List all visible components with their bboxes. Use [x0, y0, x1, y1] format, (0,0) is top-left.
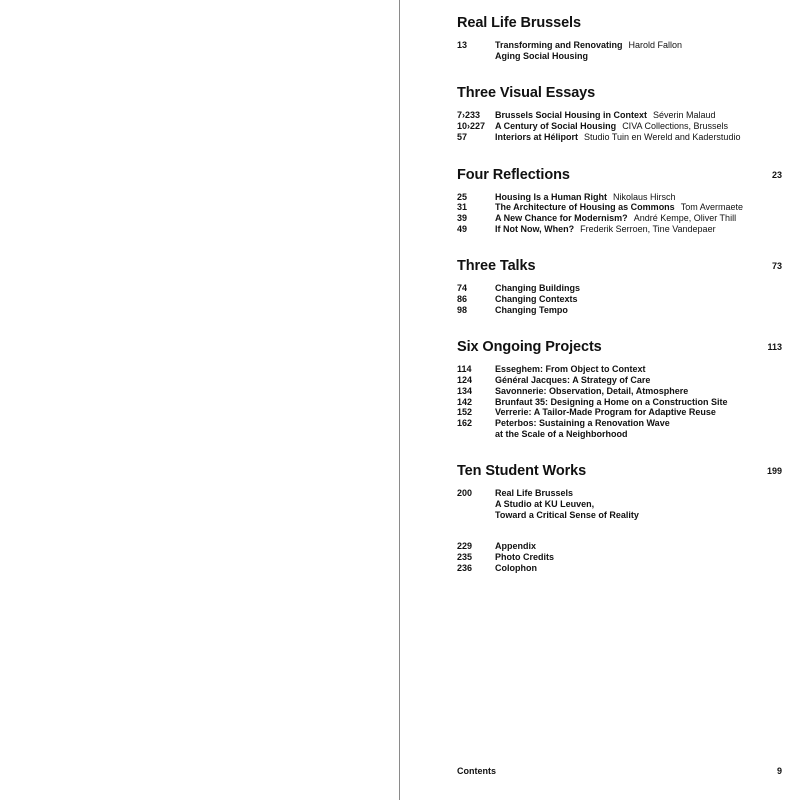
- toc-entry: [457, 305, 782, 316]
- toc-entry: [457, 397, 782, 408]
- toc-entry: [457, 40, 782, 61]
- toc-entry: [457, 110, 782, 121]
- entry-page-number: 134: [457, 385, 473, 396]
- toc-entry: [457, 132, 782, 143]
- entry-author: Frederik Serroen, Tine Vandepaer: [580, 223, 716, 234]
- toc-entry: [457, 224, 782, 235]
- toc-section: [457, 12, 782, 61]
- entry-title-line: Interiors at Héliport: [495, 131, 579, 142]
- toc-entry: [457, 213, 782, 224]
- entry-body: [495, 132, 782, 143]
- toc-entry: [457, 541, 782, 552]
- toc-entry: [457, 488, 782, 520]
- toc-section: [457, 82, 782, 142]
- entry-title-line: Photo Credits: [495, 552, 555, 563]
- toc-entry: [457, 386, 782, 397]
- entry-page-number: 13: [457, 40, 468, 50]
- entry-body: [495, 386, 782, 397]
- toc-appendix-list: [457, 541, 782, 573]
- toc-entry: [457, 294, 782, 305]
- entry-page-number: 162: [457, 417, 473, 428]
- entry-title-line: Brunfaut 35: Designing a Home on a Construction Site: [495, 396, 728, 407]
- entry-page-number: 86: [457, 294, 468, 305]
- left-page-blank: [0, 0, 399, 800]
- entry-body: [495, 202, 782, 213]
- entry-body: [495, 192, 782, 203]
- entry-page-number: 236: [457, 562, 473, 573]
- entry-title-line: Changing Buildings: [495, 283, 580, 294]
- entry-author: Harold Fallon: [628, 40, 683, 50]
- entry-page-number: 235: [457, 552, 473, 563]
- toc-entry: [457, 418, 782, 439]
- table-of-contents: [457, 12, 782, 574]
- entry-body: [495, 418, 782, 439]
- toc-entry: [457, 121, 782, 132]
- entry-body: [495, 563, 782, 574]
- section-title: Three Talks: [457, 258, 536, 275]
- entry-title-line: Transforming and Renovating: [495, 40, 623, 50]
- toc-entry: [457, 552, 782, 563]
- entry-page-number: 142: [457, 396, 473, 407]
- entry-title-line: Changing Tempo: [495, 304, 568, 315]
- entry-title-line: Real Life Brussels: [495, 488, 574, 499]
- entry-page-number: 31: [457, 202, 468, 213]
- entry-author: Nikolaus Hirsch: [613, 191, 676, 202]
- section-title: Three Visual Essays: [457, 85, 596, 102]
- entry-author: Studio Tuin en Wereld and Kaderstudio: [584, 131, 741, 142]
- entry-page-number: 74: [457, 283, 468, 294]
- entry-title-line: Aging Social Housing: [495, 50, 589, 61]
- entry-body: [495, 121, 782, 132]
- entry-page-number: 39: [457, 212, 468, 223]
- entry-title-line: The Architecture of Housing as Commons: [495, 202, 675, 213]
- toc-entry: [457, 407, 782, 418]
- section-title: Six Ongoing Projects: [457, 339, 602, 356]
- entry-title-line: Verrerie: A Tailor-Made Program for Adaptive Reuse: [495, 407, 716, 418]
- entry-author: Tom Avermaete: [680, 202, 744, 213]
- entry-page-number: 10›227: [457, 121, 486, 132]
- entry-title-line: Savonnerie: Observation, Detail, Atmosphere: [495, 385, 689, 396]
- entry-title-line: Colophon: [495, 562, 537, 573]
- toc-entry: [457, 192, 782, 203]
- section-heading: [457, 255, 782, 277]
- section-title: Ten Student Works: [457, 463, 587, 480]
- entry-body: [495, 305, 782, 316]
- section-heading: [457, 164, 782, 186]
- section-page-number: 73: [771, 261, 782, 272]
- entry-page-number: 49: [457, 223, 468, 234]
- page-footer: [457, 765, 782, 777]
- section-heading: [457, 336, 782, 358]
- section-heading: [457, 82, 782, 104]
- toc-entry: [457, 563, 782, 574]
- toc-section: [457, 164, 782, 235]
- entry-body: [495, 364, 782, 375]
- entry-title-line: Toward a Critical Sense of Reality: [495, 509, 639, 520]
- entry-body: [495, 40, 782, 61]
- entry-title-line: Général Jacques: A Strategy of Care: [495, 375, 651, 386]
- entry-title-line: A New Chance for Modernism?: [495, 212, 628, 223]
- section-title: Real Life Brussels: [457, 15, 581, 31]
- entry-title-line: A Century of Social Housing: [495, 121, 617, 132]
- entry-title-line: Housing Is a Human Right: [495, 191, 608, 202]
- entry-title-line: Brussels Social Housing in Context: [495, 110, 648, 121]
- entry-page-number: 7›233: [457, 110, 481, 121]
- toc-entry: [457, 375, 782, 386]
- entry-author: CIVA Collections, Brussels: [622, 121, 729, 132]
- entry-body: [495, 110, 782, 121]
- section-page-number: 113: [767, 342, 782, 353]
- toc-section: [457, 460, 782, 520]
- entry-body: [495, 552, 782, 563]
- entry-author: Séverin Malaud: [653, 110, 716, 121]
- entry-body: [495, 283, 782, 294]
- toc-entry: [457, 364, 782, 375]
- section-page-number: 23: [771, 169, 782, 180]
- entry-title-line: A Studio at KU Leuven,: [495, 499, 595, 510]
- folio-page-number: 9: [776, 766, 782, 776]
- running-footer-label: Contents: [457, 766, 496, 776]
- entry-body: [495, 224, 782, 235]
- section-heading: [457, 460, 782, 482]
- entry-body: [495, 407, 782, 418]
- entry-page-number: 25: [457, 191, 468, 202]
- section-page-number: 199: [766, 466, 782, 477]
- entry-page-number: 57: [457, 131, 468, 142]
- entry-title-line: Esseghem: From Object to Context: [495, 364, 646, 375]
- entry-page-number: 200: [457, 488, 473, 499]
- entry-title-line: at the Scale of a Neighborhood: [495, 428, 628, 439]
- entry-page-number: 152: [457, 407, 473, 418]
- entry-body: [495, 397, 782, 408]
- section-heading: [457, 12, 782, 34]
- toc-entry: [457, 283, 782, 294]
- toc-section: [457, 255, 782, 315]
- section-title: Four Reflections: [457, 166, 570, 183]
- entry-title-line: Changing Contexts: [495, 294, 578, 305]
- entry-body: [495, 213, 782, 224]
- entry-title-line: If Not Now, When?: [495, 223, 575, 234]
- entry-body: [495, 375, 782, 386]
- entry-body: [495, 488, 782, 520]
- entry-author: André Kempe, Oliver Thill: [633, 212, 737, 223]
- toc-entry: [457, 202, 782, 213]
- entry-body: [495, 541, 782, 552]
- entry-title-line: Appendix: [495, 541, 537, 552]
- entry-title-line: Peterbos: Sustaining a Renovation Wave: [495, 417, 670, 428]
- toc-section: [457, 336, 782, 439]
- entry-page-number: 114: [457, 364, 472, 375]
- entry-page-number: 229: [457, 541, 473, 552]
- entry-body: [495, 294, 782, 305]
- entry-page-number: 98: [457, 304, 468, 315]
- right-page-contents: [400, 0, 800, 800]
- entry-page-number: 124: [457, 375, 473, 386]
